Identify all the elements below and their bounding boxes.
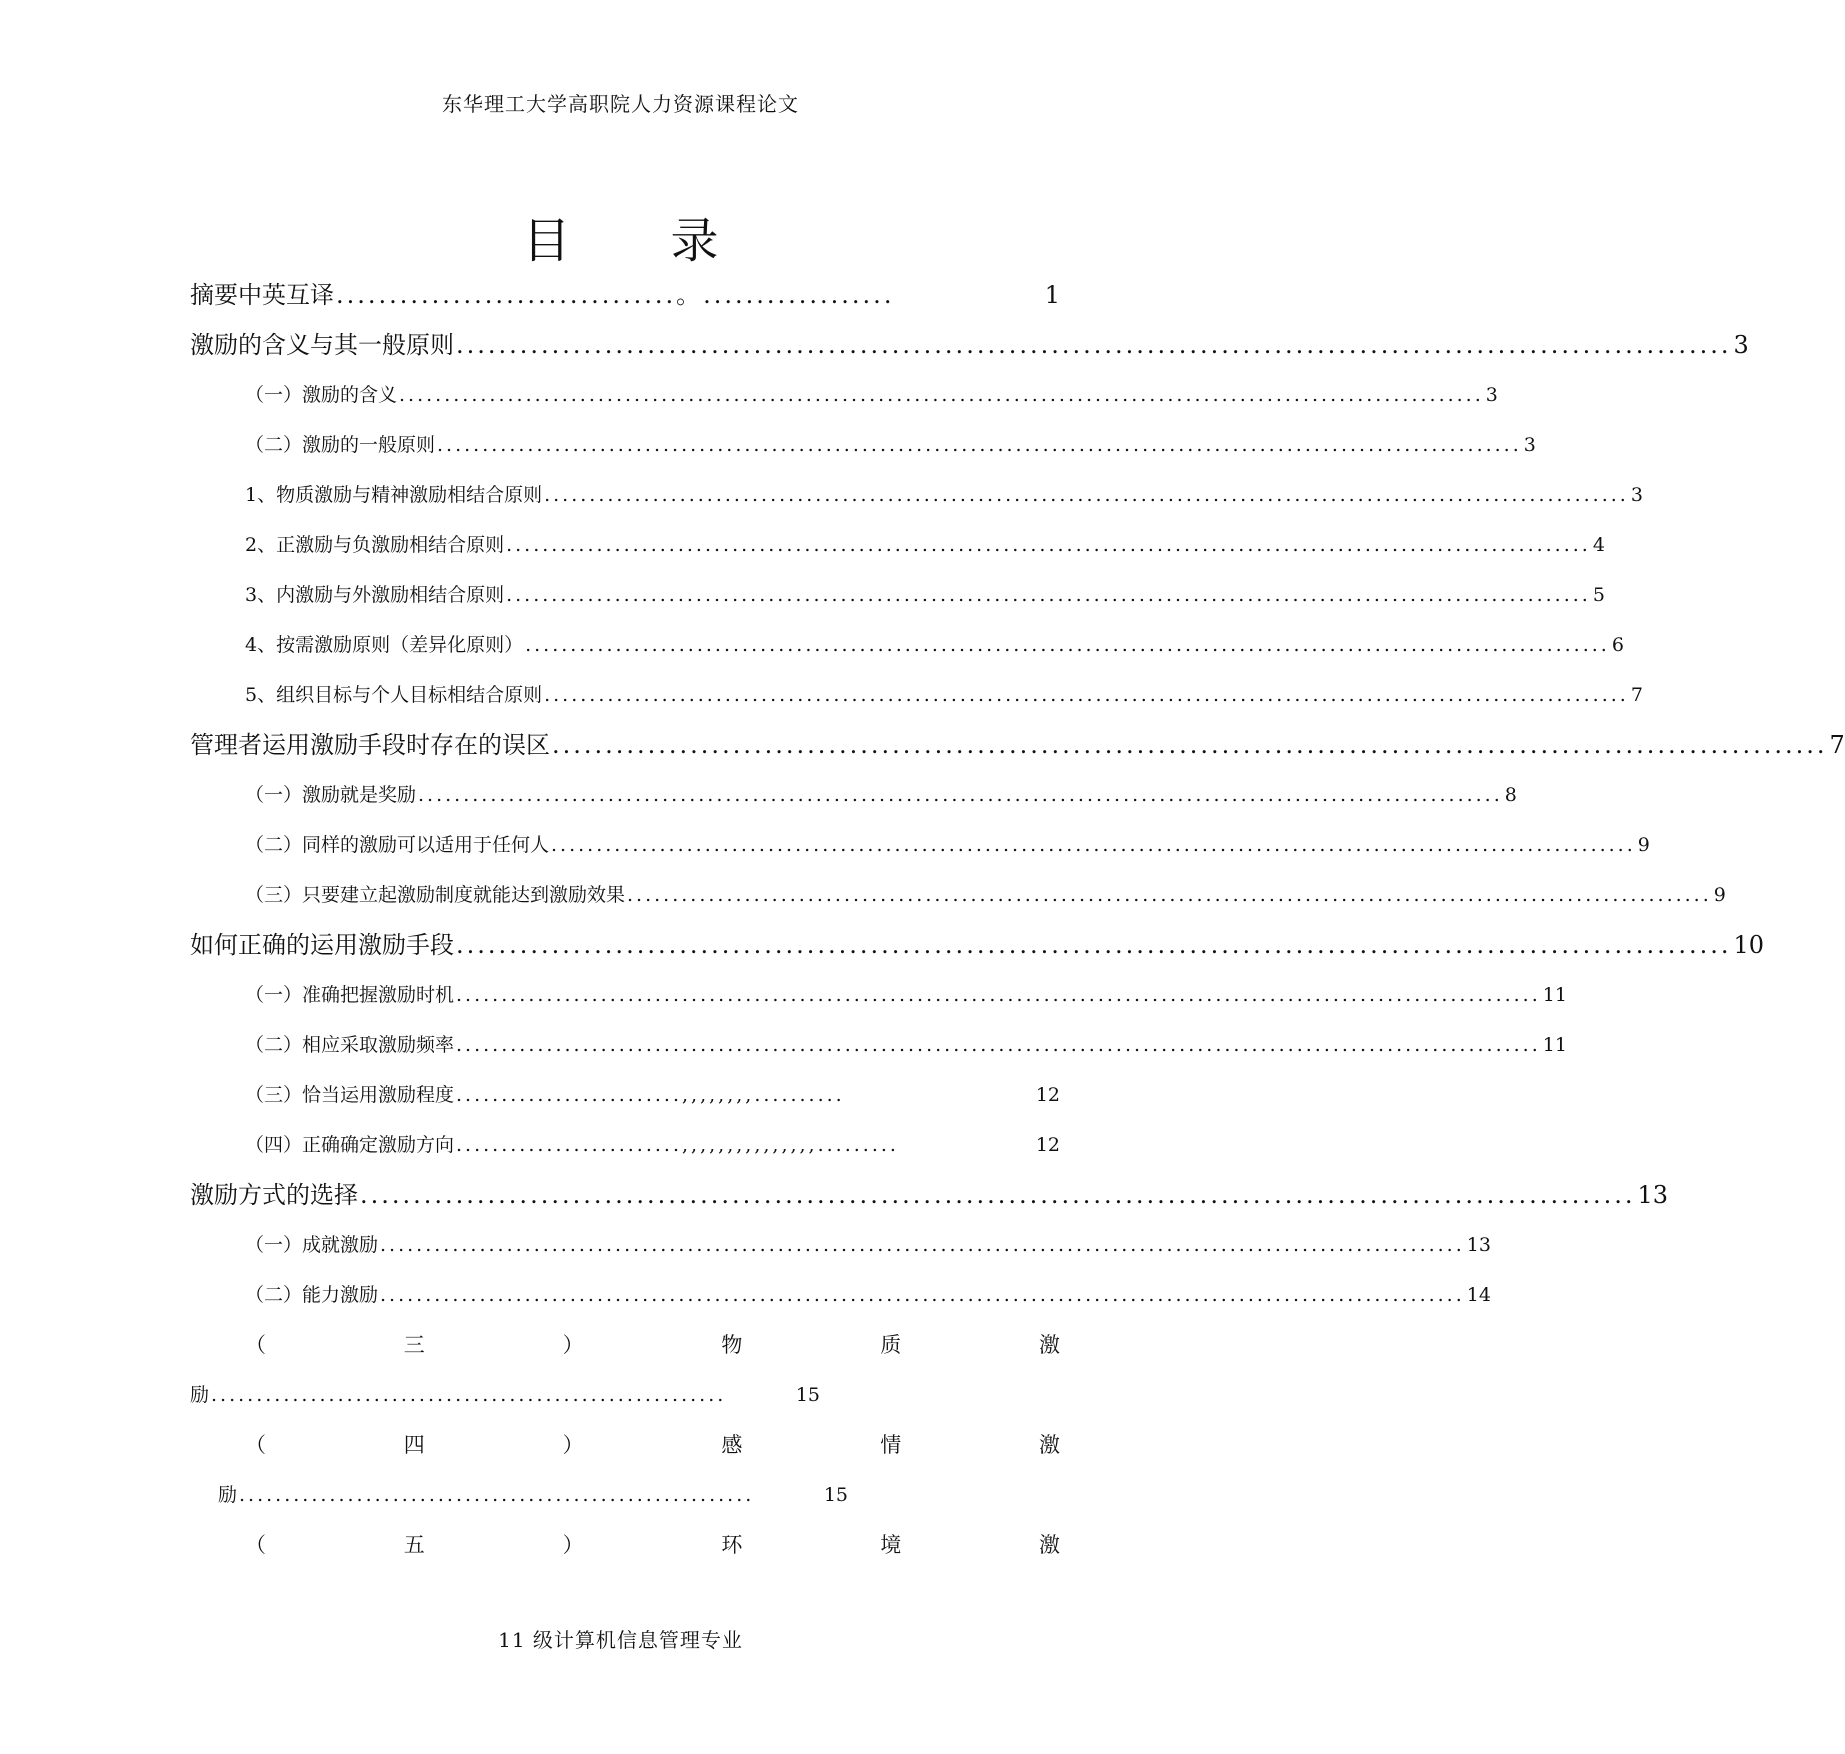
toc-page-number: 10 xyxy=(1733,931,1765,959)
toc-entry[interactable] xyxy=(190,620,1624,670)
table-of-contents xyxy=(190,270,1845,1570)
toc-page-number: 15 xyxy=(795,1384,820,1406)
toc-page-number: 4 xyxy=(1592,534,1605,556)
toc-entry-label: （二）同样的激励可以适用于任何人 xyxy=(245,834,550,856)
toc-page-number: 6 xyxy=(1611,634,1624,656)
toc-split-entry[interactable] xyxy=(190,1320,1060,1370)
toc-entry-label: （一）激励的含义 xyxy=(245,384,398,406)
toc-entry[interactable] xyxy=(190,1120,1060,1170)
toc-split-char: 激 xyxy=(1038,1433,1060,1457)
toc-page-number: 13 xyxy=(1637,1181,1669,1209)
toc-entry[interactable] xyxy=(190,770,1517,820)
toc-split-char: 环 xyxy=(721,1533,743,1557)
toc-leader-dots: .........................,,,,,,,,,,,,,,,......... xyxy=(456,1134,899,1156)
toc-entry-label: 激励方式的选择 xyxy=(190,1181,358,1209)
toc-split-char: 感 xyxy=(721,1433,743,1457)
toc-leader-dots: ........................................................................................................................ xyxy=(525,634,1610,656)
toc-entry[interactable] xyxy=(190,1220,1491,1270)
toc-leader-dots: ........................................................................................................................ xyxy=(380,1234,1465,1256)
toc-split-char: ） xyxy=(562,1533,584,1557)
toc-entry-label: （二）能力激励 xyxy=(245,1284,379,1306)
toc-entry-label: （二）相应采取激励频率 xyxy=(245,1034,455,1056)
toc-split-char: 物 xyxy=(721,1333,743,1357)
toc-leader-dots: ........................................................................................................................ xyxy=(506,534,1591,556)
toc-entry[interactable] xyxy=(190,1270,1491,1320)
toc-leader-dots: ......................................................... xyxy=(239,1484,755,1506)
toc-split-char: 三 xyxy=(403,1333,425,1357)
toc-leader-dots: ........................................................................................................................ xyxy=(418,784,1503,806)
toc-page-number: 12 xyxy=(1035,1084,1060,1106)
toc-split-char: ） xyxy=(562,1433,584,1457)
toc-entry-label: （二）激励的一般原则 xyxy=(245,434,436,456)
toc-entry-label: 激励的含义与其一般原则 xyxy=(190,331,454,359)
toc-split-entry[interactable] xyxy=(190,1420,1060,1470)
toc-page-number: 9 xyxy=(1637,834,1650,856)
toc-split-char: ） xyxy=(562,1333,584,1357)
toc-page-number: 12 xyxy=(1035,1134,1060,1156)
toc-leader-dots: .........................,,,,,,,,.......... xyxy=(456,1084,845,1106)
toc-entry-label: 1、物质激励与精神激励相结合原则 xyxy=(245,484,543,506)
toc-page-number: 11 xyxy=(1542,984,1567,1006)
toc-split-char: 五 xyxy=(403,1533,425,1557)
toc-split-char: 境 xyxy=(880,1533,902,1557)
page-header: 东华理工大学高职院人力资源课程论文 xyxy=(442,92,799,116)
toc-entry[interactable] xyxy=(190,570,1605,620)
toc-page-number: 14 xyxy=(1466,1284,1491,1306)
toc-entry-label: 励 xyxy=(218,1484,238,1506)
title-char-2: 录 xyxy=(670,213,719,269)
toc-entry-label: 如何正确的运用激励手段 xyxy=(190,931,454,959)
toc-entry[interactable] xyxy=(190,1170,1669,1220)
toc-entry-label: 4、按需激励原则（差异化原则） xyxy=(245,634,524,656)
toc-entry-label: （四）正确确定激励方向 xyxy=(245,1134,455,1156)
toc-entry-label: （一）成就激励 xyxy=(245,1234,379,1256)
toc-entry-label: （一）激励就是奖励 xyxy=(245,784,417,806)
toc-entry[interactable] xyxy=(190,670,1643,720)
toc-split-entry[interactable] xyxy=(190,1520,1060,1570)
toc-entry[interactable] xyxy=(190,870,1726,920)
toc-leader-dots: ........................................................................................................................ xyxy=(360,1181,1636,1209)
toc-entry[interactable] xyxy=(190,320,1749,370)
toc-leader-dots: ........................................................................................................................ xyxy=(380,1284,1465,1306)
toc-entry-label: （三）只要建立起激励制度就能达到激励效果 xyxy=(245,884,626,906)
toc-split-char: 激 xyxy=(1038,1333,1060,1357)
toc-leader-dots: ........................................................................................................................ xyxy=(544,484,1629,506)
toc-page-number: 3 xyxy=(1733,331,1749,359)
toc-entry[interactable] xyxy=(190,370,1498,420)
toc-leader-dots: ................................。.................. xyxy=(336,281,895,309)
toc-entry-label: （三）恰当运用激励程度 xyxy=(245,1084,455,1106)
toc-page-number: 7 xyxy=(1630,684,1643,706)
toc-leader-dots: ........................................................................................................................ xyxy=(456,984,1541,1006)
toc-leader-dots: ........................................................................................................................ xyxy=(506,584,1591,606)
toc-entry-label: 3、内激励与外激励相结合原则 xyxy=(245,584,505,606)
toc-leader-dots: ........................................................................................................................ xyxy=(456,331,1732,359)
toc-split-char: （ xyxy=(245,1433,266,1457)
page-footer: 11 级计算机信息管理专业 xyxy=(498,1628,743,1652)
toc-entry-label: 2、正激励与负激励相结合原则 xyxy=(245,534,505,556)
toc-entry-continuation[interactable] xyxy=(190,1470,848,1520)
toc-page-number: 8 xyxy=(1504,784,1517,806)
toc-split-char: 质 xyxy=(880,1333,902,1357)
toc-entry-label: 励 xyxy=(190,1384,210,1406)
toc-split-char: 激 xyxy=(1038,1533,1060,1557)
toc-page-number: 11 xyxy=(1542,1034,1567,1056)
toc-entry[interactable] xyxy=(190,970,1567,1020)
toc-page-number: 5 xyxy=(1592,584,1605,606)
toc-leader-dots: ........................................................................................................................ xyxy=(399,384,1484,406)
toc-entry-label: 摘要中英互译 xyxy=(190,281,334,309)
toc-entry-continuation[interactable] xyxy=(190,1370,820,1420)
toc-leader-dots: ........................................................................................................................ xyxy=(552,731,1828,759)
toc-entry-label: （一）准确把握激励时机 xyxy=(245,984,455,1006)
toc-split-char: 情 xyxy=(880,1433,902,1457)
toc-split-char: （ xyxy=(245,1333,266,1357)
toc-entry[interactable] xyxy=(190,720,1845,770)
toc-page-number: 3 xyxy=(1485,384,1498,406)
toc-leader-dots: ........................................................................................................................ xyxy=(544,684,1629,706)
toc-entry[interactable] xyxy=(190,1020,1567,1070)
toc-leader-dots: ........................................................................................................................ xyxy=(456,931,1732,959)
toc-page-number: 15 xyxy=(823,1484,848,1506)
toc-entry[interactable] xyxy=(190,920,1765,970)
toc-page-number: 3 xyxy=(1630,484,1643,506)
toc-entry-label: 5、组织目标与个人目标相结合原则 xyxy=(245,684,543,706)
toc-entry-label: 管理者运用激励手段时存在的误区 xyxy=(190,731,550,759)
toc-page-number: 1 xyxy=(1044,281,1060,309)
title-char-1: 目 xyxy=(522,213,571,269)
toc-entry[interactable] xyxy=(190,420,1536,470)
toc-split-char: 四 xyxy=(403,1433,425,1457)
toc-page-number: 3 xyxy=(1523,434,1536,456)
toc-entry[interactable] xyxy=(190,520,1605,570)
toc-page-number: 13 xyxy=(1466,1234,1491,1256)
toc-entry[interactable] xyxy=(190,820,1650,870)
toc-leader-dots: ......................................................... xyxy=(211,1384,727,1406)
toc-page-number: 9 xyxy=(1713,884,1726,906)
toc-entry[interactable] xyxy=(190,470,1643,520)
toc-leader-dots: ........................................................................................................................ xyxy=(551,834,1636,856)
toc-entry[interactable] xyxy=(190,270,1060,320)
toc-page-number: 7 xyxy=(1829,731,1845,759)
toc-leader-dots: ........................................................................................................................ xyxy=(627,884,1712,906)
toc-leader-dots: ........................................................................................................................ xyxy=(437,434,1522,456)
page-title xyxy=(0,202,1241,271)
toc-leader-dots: ........................................................................................................................ xyxy=(456,1034,1541,1056)
toc-split-char: （ xyxy=(245,1533,266,1557)
toc-entry[interactable] xyxy=(190,1070,1060,1120)
